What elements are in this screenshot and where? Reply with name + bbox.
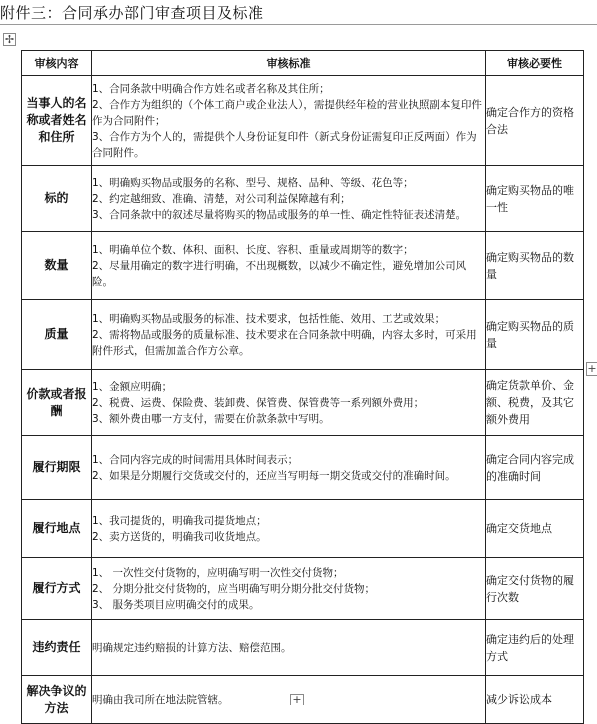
- necessity-cell: 确定购买物品的质量: [486, 300, 584, 370]
- standard-line: 2、税费、运费、保险费、装卸费、保管费、保管费等一系列额外费用；: [92, 396, 425, 409]
- header-standard: 审核标准: [92, 51, 486, 76]
- standard-line: 2、卖方送货的，明确我司收货地点。: [92, 530, 267, 543]
- standard-line: 2、合作方为组织的（个体工商户或企业法人），需提供经年检的营业执照副本复印件作为合同附件；: [92, 98, 482, 127]
- item-cell: 履行期限: [22, 436, 92, 500]
- add-column-icon[interactable]: +: [587, 362, 597, 375]
- table-row: [22, 500, 584, 558]
- standard-cell: [92, 166, 486, 232]
- standard-cell: [92, 76, 486, 166]
- standard-line: 2、 分期分批交付货物的，应当明确写明分期分批交付货物；: [92, 582, 376, 595]
- table-move-handle-icon[interactable]: ✢: [4, 33, 15, 46]
- necessity-cell: 确定合作方的资格合法: [486, 76, 584, 166]
- standard-line: 1、合同内容完成的时间需用具体时间表示；: [92, 453, 299, 466]
- item-cell: 价款或者报酬: [22, 370, 92, 436]
- item-cell: 标的: [22, 166, 92, 232]
- necessity-cell: 确定交付货物的履行次数: [486, 558, 584, 620]
- necessity-cell: 确定违约后的处理方式: [486, 620, 584, 676]
- standard-line: 1、明确购买物品或服务的标准、技术要求，包括性能、效用、工艺或效果；: [92, 312, 446, 325]
- standard-line: 1、我司提货的，明确我司提货地点；: [92, 514, 267, 527]
- standard-line: 1、合同条款中明确合作方姓名或者名称及其住所；: [92, 82, 330, 95]
- necessity-cell: 确定交货地点: [486, 500, 584, 558]
- standard-line: 明确规定违约赔损的计算方法、赔偿范围。: [92, 641, 292, 654]
- standard-line: 2、尽量用确定的数字进行明确，不出现概数，以减少不确定性，避免增加公司风险。: [92, 259, 467, 288]
- standard-line: 2、约定越细致、准确、清楚，对公司利益保障越有利；: [92, 192, 351, 205]
- standard-cell: [92, 558, 486, 620]
- necessity-cell: 确定购买物品的唯一性: [486, 166, 584, 232]
- necessity-cell: 确定购买物品的数量: [486, 232, 584, 300]
- standard-cell: [92, 500, 486, 558]
- item-cell: 履行地点: [22, 500, 92, 558]
- table-row: [22, 436, 584, 500]
- table-header-row: [22, 51, 584, 76]
- add-row-icon[interactable]: +: [290, 694, 304, 705]
- standard-line: 3、 服务类项目应明确交付的成果。: [92, 598, 260, 611]
- standard-line: 1、明确购买物品或服务的名称、型号、规格、品种、等级、花色等；: [92, 176, 414, 189]
- header-necessity: 审核必要性: [486, 51, 584, 76]
- standard-line: 1、明确单位个数、体积、面积、长度、容积、重量或周期等的数字；: [92, 243, 414, 256]
- standard-cell: [92, 370, 486, 436]
- item-cell: 解决争议的方法: [22, 676, 92, 724]
- item-cell: 履行方式: [22, 558, 92, 620]
- necessity-cell: 确定货款单价、金额、税费，及其它额外费用: [486, 370, 584, 436]
- item-cell: 质量: [22, 300, 92, 370]
- standard-cell: [92, 232, 486, 300]
- table-row: [22, 558, 584, 620]
- table-body: [22, 76, 584, 724]
- necessity-cell: 减少诉讼成本: [486, 676, 584, 724]
- header-item: 审核内容: [22, 51, 92, 76]
- standard-line: 1、金额应明确；: [92, 380, 173, 393]
- item-cell: 违约责任: [22, 620, 92, 676]
- necessity-cell: 确定合同内容完成的准确时间: [486, 436, 584, 500]
- standard-line: 2、如果是分期履行交货或交付的，还应当写明每一期交货或交付的准确时间。: [92, 469, 456, 482]
- table-row: [22, 166, 584, 232]
- standard-line: 明确由我司所在地法院管辖。: [92, 693, 229, 706]
- standard-cell: [92, 676, 486, 724]
- document-title: 附件三：合同承办部门审查项目及标准: [0, 4, 264, 22]
- standard-line: 1、 一次性交付货物的，应明确写明一次性交付货物；: [92, 566, 344, 579]
- standard-cell: [92, 436, 486, 500]
- item-cell: 当事人的名称或者姓名和住所: [22, 76, 92, 166]
- table-row: [22, 232, 584, 300]
- standard-line: 3、合同条款中的叙述尽量将购买的物品或服务的单一性、确定性特征表述清楚。: [92, 208, 467, 221]
- table-row: [22, 620, 584, 676]
- review-standards-table: [21, 50, 584, 724]
- table-row: [22, 370, 584, 436]
- table-row: [22, 676, 584, 724]
- item-cell: 数量: [22, 232, 92, 300]
- standard-cell: [92, 620, 486, 676]
- standard-line: 3、额外费由哪一方支付，需要在价款条款中写明。: [92, 412, 330, 425]
- table-row: [22, 300, 584, 370]
- header-divider: [0, 24, 597, 25]
- standard-line: 2、需将物品或服务的质量标准、技术要求在合同条款中明确，内容太多时，可采用附件形式，但需加盖合作方公章。: [92, 328, 477, 357]
- standard-line: 3、合作方为个人的，需提供个人身份证复印件（新式身份证需复印正反两面）作为合同附件。: [92, 130, 477, 159]
- standard-cell: [92, 300, 486, 370]
- table-row: [22, 76, 584, 166]
